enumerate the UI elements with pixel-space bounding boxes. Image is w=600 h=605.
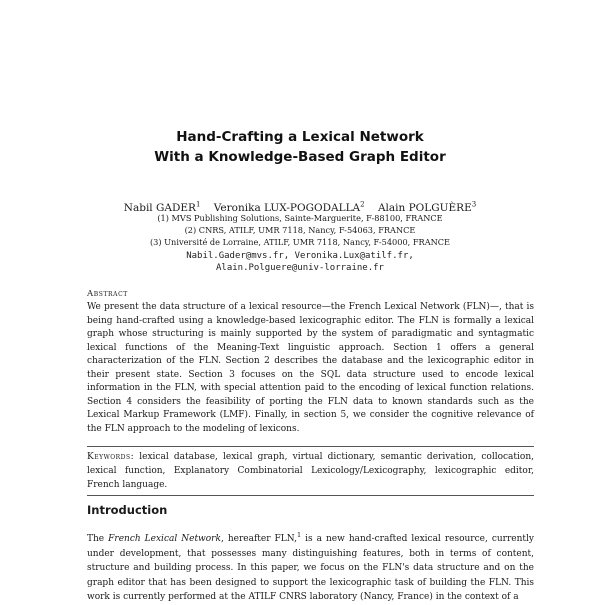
- abstract-heading: Abstract: [87, 289, 128, 299]
- paper-title-line-1: Hand-Crafting a Lexical Network: [176, 129, 424, 145]
- introduction-body: The French Lexical Network, hereafter FLN,$^1$ is a new hand-crafted lexical resource, currently under development, that possesses many distinguishing features, both in terms of content, structure and building process. In this paper, we focus on the FLN's data structure and on the graph editor that has been designed to support the lexicographic task of building the FLN. This work is currently performed at the ATILF CNRS laboratory (Nancy, France) in the context of a: [87, 531, 534, 602]
- paper-title-line-2: With a Knowledge-Based Graph Editor: [154, 149, 446, 165]
- footnote-marker[interactable]: 1: [296, 531, 302, 539]
- author-emails-line-2: Alain.Polguere@univ-lorraine.fr: [216, 263, 384, 273]
- section-heading-introduction: Introduction: [87, 503, 168, 517]
- keywords-label: Keywords:: [87, 452, 135, 462]
- author: Alain POLGUÈRE$^3$: [377, 200, 477, 214]
- keywords-text: lexical database, lexical graph, virtual dictionary, semantic derivation, collocation, lexical function, Explanatory Combinatorial Lexicology/Lexicography, lexicographic editor, French language.: [87, 452, 534, 490]
- divider: [87, 446, 534, 447]
- author-emails-line-1: Nabil.Gader@mvs.fr, Veronika.Lux@atilf.fr,: [186, 251, 414, 261]
- author: Nabil GADER$^1$: [123, 200, 201, 214]
- author: Veronika LUX-POGODALLA$^2$: [213, 200, 365, 214]
- affiliation: (1) MVS Publishing Solutions, Sainte-Marguerite, F-88100, FRANCE: [157, 213, 443, 223]
- keywords: [87, 450, 534, 492]
- divider: [87, 495, 534, 496]
- affiliation: (2) CNRS, ATILF, UMR 7118, Nancy, F-54063, FRANCE: [184, 225, 416, 235]
- abstract-text: We present the data structure of a lexical resource—the French Lexical Network (FLN)—, that is being hand-crafted using a knowledge-based lexicographic editor. The FLN is formally a lexical graph whose structuring is mainly supported by the system of paradigmatic and syntagmatic lexical functions of the Meaning-Text linguistic approach. Section 1 offers a general characterization of the FLN. Section 2 describes the database and the lexicographic editor in their present state. Section 3 focuses on the SQL data structure used to encode lexical information in the FLN, with special attention paid to the encoding of lexical function relations. Section 4 considers the feasibility of porting the FLN data to known standards such as the Lexical Markup Framework (LMF). Finally, in section 5, we consider the cognitive relevance of the FLN approach to the modeling of lexicons.: [87, 302, 534, 434]
- affiliation: (3) Université de Lorraine, ATILF, UMR 7118, Nancy, F-54000, FRANCE: [149, 237, 451, 247]
